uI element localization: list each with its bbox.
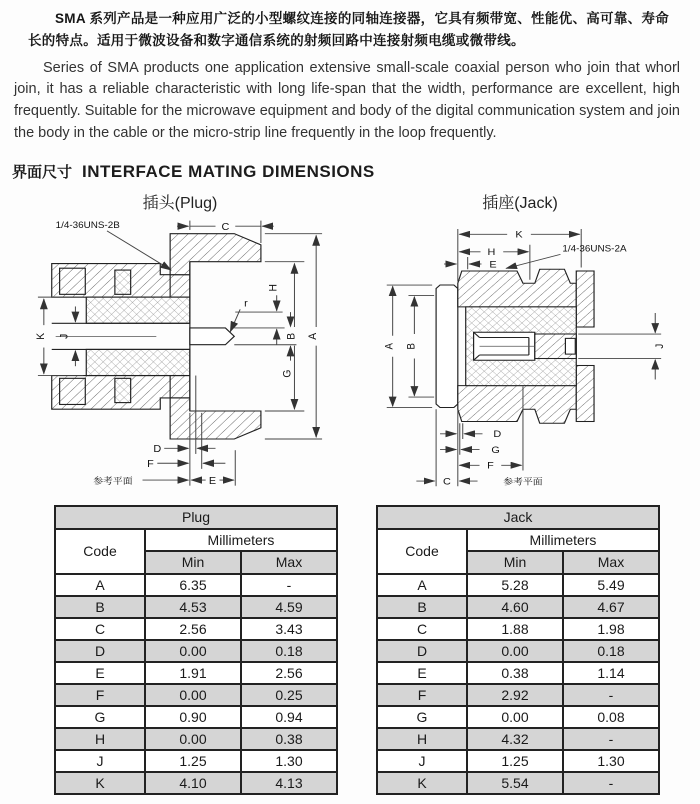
table-row xyxy=(55,772,337,794)
section-heading-en: INTERFACE MATING DIMENSIONS xyxy=(82,161,375,181)
cell-min: 0.00 xyxy=(145,684,241,706)
jack-table-title: Jack xyxy=(377,506,659,529)
cell-max: 0.25 xyxy=(241,684,337,706)
cell-code: G xyxy=(377,706,467,728)
dim-label-a: A xyxy=(306,332,320,340)
cell-code: D xyxy=(377,640,467,662)
cell-max: 0.38 xyxy=(241,728,337,750)
cell-min: 4.32 xyxy=(467,728,563,750)
table-row xyxy=(55,618,337,640)
cell-min: 0.00 xyxy=(145,640,241,662)
plug-coupling-nut-lower xyxy=(170,398,261,439)
cell-max: 1.30 xyxy=(241,750,337,772)
cell-min: 0.00 xyxy=(145,728,241,750)
table-row xyxy=(55,574,337,596)
intro-paragraph-zh: SMA 系列产品是一种应用广泛的小型螺纹连接的同轴连接器，它具有频带宽、性能优、高可靠、寿命长的特点。适用于微波设备和数字通信系统的射频回路中连接射频电缆或微带线。 xyxy=(28,11,670,48)
table-row xyxy=(377,596,659,618)
jack-flange xyxy=(436,285,458,408)
table-row xyxy=(377,772,659,794)
cell-code: K xyxy=(55,772,145,794)
cell-code: D xyxy=(55,640,145,662)
cell-min: 2.92 xyxy=(467,684,563,706)
plug-dimensions-table xyxy=(54,505,338,795)
cell-max: 1.14 xyxy=(563,662,659,684)
table-row xyxy=(377,684,659,706)
jack-min-header: Min xyxy=(467,551,563,574)
jack-code-header: Code xyxy=(377,529,467,574)
table-row xyxy=(55,684,337,706)
cell-code: A xyxy=(55,574,145,596)
cell-code: H xyxy=(377,728,467,750)
dim-label-e: E xyxy=(489,259,497,271)
table-row xyxy=(55,750,337,772)
plug-reference-plane-label: 参考平面 xyxy=(93,475,133,487)
table-row xyxy=(55,662,337,684)
cell-max: 4.59 xyxy=(241,596,337,618)
jack-body-section xyxy=(436,269,594,423)
jack-dimensions-table xyxy=(376,505,660,795)
cell-max: 2.56 xyxy=(241,662,337,684)
cell-min: 0.90 xyxy=(145,706,241,728)
cell-code: F xyxy=(55,684,145,706)
table-row xyxy=(377,574,659,596)
cell-min: 1.88 xyxy=(467,618,563,640)
plug-dielectric-lower xyxy=(86,349,190,375)
cell-max: 0.94 xyxy=(241,706,337,728)
cell-max: 1.98 xyxy=(563,618,659,640)
dim-label-j: J xyxy=(654,343,667,349)
cell-min: 0.38 xyxy=(467,662,563,684)
cell-max: - xyxy=(563,684,659,706)
jack-body-lower xyxy=(458,385,576,423)
cell-min: 0.00 xyxy=(467,706,563,728)
plug-figure-title: 插头(Plug) xyxy=(142,194,218,212)
plug-max-header: Max xyxy=(241,551,337,574)
jack-rear-block-upper xyxy=(576,271,594,327)
cell-max: - xyxy=(563,772,659,794)
dim-label-k: K xyxy=(515,229,523,241)
plug-gasket-lower xyxy=(115,378,131,402)
cell-code: E xyxy=(55,662,145,684)
cell-max: - xyxy=(241,574,337,596)
dim-label-g: G xyxy=(491,445,500,456)
dim-label-f: F xyxy=(147,457,154,470)
cell-code: B xyxy=(55,596,145,618)
plug-hex-flat-lower xyxy=(60,378,86,404)
cell-max: 5.49 xyxy=(563,574,659,596)
table-row xyxy=(377,618,659,640)
jack-contact-end-notch xyxy=(565,338,575,354)
dim-label-e: E xyxy=(208,474,217,487)
jack-thread-spec-label: 1/4-36UNS-2A xyxy=(562,243,627,254)
plug-hex-flat-upper xyxy=(60,268,86,294)
plug-body-section xyxy=(52,233,261,438)
cell-min: 5.28 xyxy=(467,574,563,596)
cell-code: J xyxy=(377,750,467,772)
cell-max: - xyxy=(563,728,659,750)
cell-code: E xyxy=(377,662,467,684)
dim-label-a: A xyxy=(384,342,396,350)
jack-max-header: Max xyxy=(563,551,659,574)
plug-thread-spec-label: 1/4-36UNS-2B xyxy=(55,220,120,231)
cell-min: 1.25 xyxy=(467,750,563,772)
cell-code: H xyxy=(55,728,145,750)
dim-label-r: r xyxy=(244,297,248,310)
table-row xyxy=(55,596,337,618)
dim-label-b: B xyxy=(405,342,418,350)
plug-figure xyxy=(10,190,350,495)
cell-code: G xyxy=(55,706,145,728)
table-row xyxy=(377,662,659,684)
interface-drawings xyxy=(10,190,690,495)
cell-code: C xyxy=(55,618,145,640)
section-heading xyxy=(12,161,690,182)
table-row xyxy=(55,728,337,750)
cell-max: 0.18 xyxy=(241,640,337,662)
table-row xyxy=(377,728,659,750)
plug-gasket-upper xyxy=(115,270,131,294)
plug-min-header: Min xyxy=(145,551,241,574)
plug-center-pin xyxy=(190,328,234,345)
plug-code-header: Code xyxy=(55,529,145,574)
cell-max: 4.67 xyxy=(563,596,659,618)
jack-figure-title: 插座(Jack) xyxy=(482,194,558,212)
dim-label-g: G xyxy=(281,369,294,378)
dimension-tables xyxy=(10,505,690,795)
cell-max: 0.08 xyxy=(563,706,659,728)
dim-label-j: J xyxy=(58,333,71,339)
cell-min: 4.10 xyxy=(145,772,241,794)
cell-code: C xyxy=(377,618,467,640)
jack-reference-plane-label: 参考平面 xyxy=(503,476,543,487)
cell-min: 4.53 xyxy=(145,596,241,618)
jack-unit-header: Millimeters xyxy=(467,529,659,551)
plug-table-title: Plug xyxy=(55,506,337,529)
jack-rear-block-lower xyxy=(576,365,594,421)
jack-body-upper xyxy=(458,269,576,307)
cell-code: J xyxy=(55,750,145,772)
cell-max: 4.13 xyxy=(241,772,337,794)
table-row xyxy=(55,706,337,728)
cell-max: 1.30 xyxy=(563,750,659,772)
plug-dielectric-upper xyxy=(86,297,190,323)
dim-label-d: D xyxy=(493,429,502,440)
cell-min: 5.54 xyxy=(467,772,563,794)
dim-label-h: H xyxy=(487,247,496,258)
cell-code: K xyxy=(377,772,467,794)
dim-label-h: H xyxy=(267,283,280,292)
intro-paragraph-en: Series of SMA products one application extensive small-scale coaxial person who join that whorl join, it has a reliable characteristic with long life-span that the width, performance are excellent, high frequently. Suitable for the microwave equipment and body of the digital communication system and join the body in the cable or the micro-strip line frequently in the loop frequently. xyxy=(14,59,680,141)
table-row xyxy=(377,706,659,728)
dim-label-d: D xyxy=(153,443,162,455)
plug-diagram-svg xyxy=(32,215,328,495)
dim-label-c: C xyxy=(443,476,451,488)
cell-min: 2.56 xyxy=(145,618,241,640)
cell-max: 0.18 xyxy=(563,640,659,662)
plug-unit-header: Millimeters xyxy=(145,529,337,551)
cell-code: F xyxy=(377,684,467,706)
cell-min: 1.25 xyxy=(145,750,241,772)
section-heading-zh: 界面尺寸 xyxy=(12,163,73,181)
cell-code: A xyxy=(377,574,467,596)
cell-code: B xyxy=(377,596,467,618)
jack-diagram-svg xyxy=(367,215,673,495)
jack-figure xyxy=(350,190,690,495)
cell-min: 1.91 xyxy=(145,662,241,684)
dim-label-f: F xyxy=(487,460,494,472)
dim-label-k: K xyxy=(34,332,47,340)
plug-coupling-nut-upper xyxy=(170,233,261,274)
cell-max: 3.43 xyxy=(241,618,337,640)
dim-label-c: C xyxy=(221,220,230,233)
table-row xyxy=(377,640,659,662)
cell-min: 6.35 xyxy=(145,574,241,596)
table-row xyxy=(377,750,659,772)
cell-min: 4.60 xyxy=(467,596,563,618)
table-row xyxy=(55,640,337,662)
cell-min: 0.00 xyxy=(467,640,563,662)
dim-label-b: B xyxy=(285,332,298,340)
